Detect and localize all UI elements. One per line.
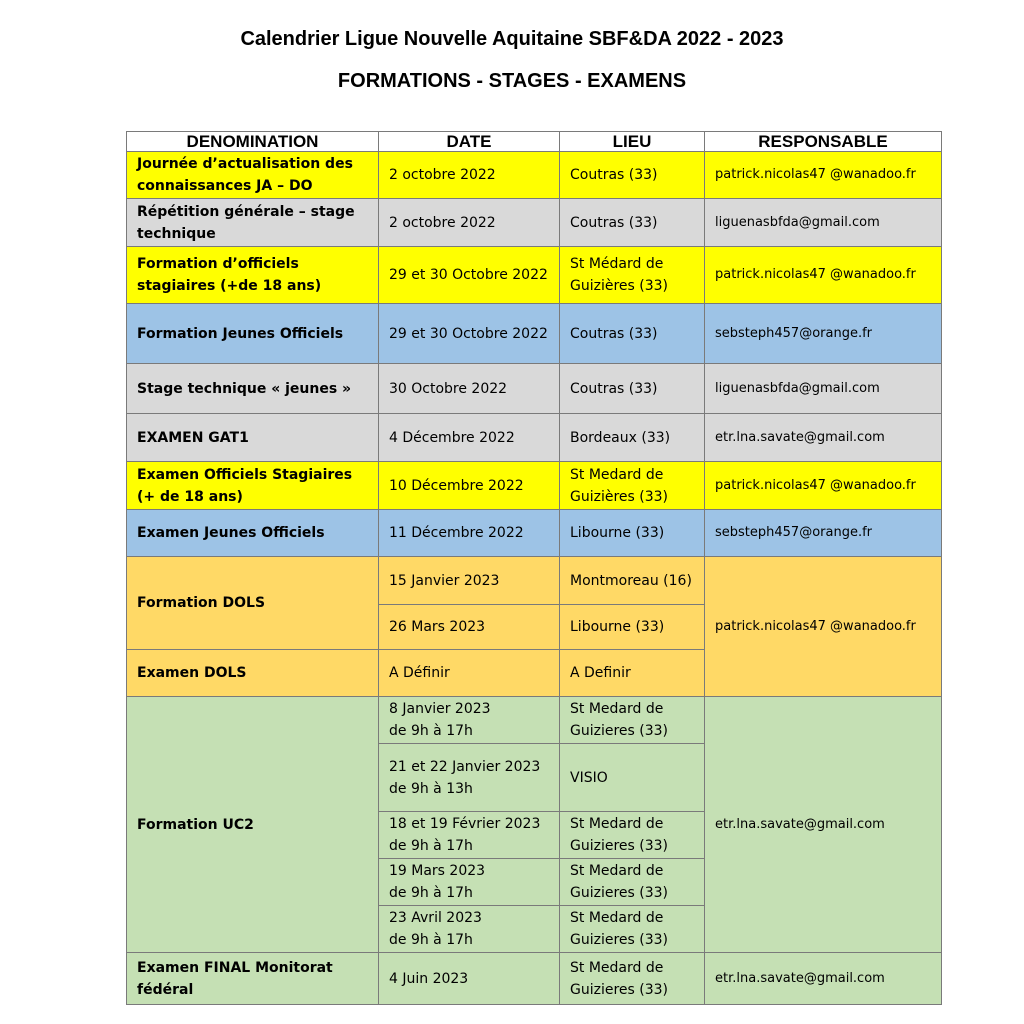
- cell-lieu: Coutras (33): [560, 199, 705, 247]
- cell-date: 4 Juin 2023: [379, 953, 560, 1005]
- cell-date: 15 Janvier 2023: [379, 557, 560, 605]
- cell-lieu: St Medard de Guizieres (33): [560, 812, 705, 859]
- table-row: [127, 304, 942, 364]
- cell-date: [379, 906, 560, 953]
- cell-date: [379, 812, 560, 859]
- cell-denomination: Examen Jeunes Officiels: [127, 510, 379, 557]
- session-date: 8 Janvier 2023: [389, 701, 491, 717]
- table-row: [127, 152, 942, 199]
- cell-responsable: sebsteph457@orange.fr: [705, 304, 942, 364]
- session-hours: de 9h à 17h: [389, 932, 473, 948]
- session-date: 18 et 19 Février 2023: [389, 816, 541, 832]
- session-date: 23 Avril 2023: [389, 910, 482, 926]
- table-row: [127, 247, 942, 304]
- cell-responsable: liguenasbfda@gmail.com: [705, 364, 942, 414]
- cell-responsable: patrick.nicolas47 @wanadoo.fr: [705, 152, 942, 199]
- cell-denomination: Formation UC2: [127, 697, 379, 953]
- session-hours: de 9h à 17h: [389, 885, 473, 901]
- cell-date: 30 Octobre 2022: [379, 364, 560, 414]
- column-header: RESPONSABLE: [705, 132, 942, 152]
- cell-lieu: St Medard de Guizières (33): [560, 462, 705, 510]
- cell-denomination: Examen DOLS: [127, 650, 379, 697]
- cell-lieu: Coutras (33): [560, 304, 705, 364]
- table-row: [127, 953, 942, 1005]
- cell-date: 2 octobre 2022: [379, 152, 560, 199]
- page-subtitle: FORMATIONS - STAGES - EXAMENS: [337, 70, 687, 92]
- cell-date: [379, 859, 560, 906]
- column-header: DATE: [379, 132, 560, 152]
- cell-responsable: etr.lna.savate@gmail.com: [705, 697, 942, 953]
- cell-responsable: patrick.nicolas47 @wanadoo.fr: [705, 247, 942, 304]
- cell-denomination: Formation d’officiels stagiaires (+de 18 ans): [127, 247, 379, 304]
- cell-responsable: liguenasbfda@gmail.com: [705, 199, 942, 247]
- cell-denomination: Répétition générale – stage technique: [127, 199, 379, 247]
- cell-lieu: Libourne (33): [560, 605, 705, 650]
- cell-date: 4 Décembre 2022: [379, 414, 560, 462]
- cell-denomination: Journée d’actualisation des connaissances JA – DO: [127, 152, 379, 199]
- cell-lieu: Coutras (33): [560, 152, 705, 199]
- cell-lieu: St Médard de Guizières (33): [560, 247, 705, 304]
- session-hours: de 9h à 13h: [389, 780, 473, 797]
- cell-denomination: Examen Officiels Stagiaires (+ de 18 ans): [127, 462, 379, 510]
- page-title: Calendrier Ligue Nouvelle Aquitaine SBF&DA 2022 - 2023: [240, 28, 784, 50]
- cell-responsable: etr.lna.savate@gmail.com: [705, 953, 942, 1005]
- session-hours: de 9h à 17h: [389, 838, 473, 854]
- cell-lieu: St Medard de Guizieres (33): [560, 953, 705, 1005]
- column-header: LIEU: [560, 132, 705, 152]
- cell-date: 29 et 30 Octobre 2022: [379, 247, 560, 304]
- cell-lieu: Coutras (33): [560, 364, 705, 414]
- cell-lieu: VISIO: [560, 744, 705, 812]
- cell-date: [379, 744, 560, 812]
- cell-lieu: Bordeaux (33): [560, 414, 705, 462]
- table-row: [127, 510, 942, 557]
- cell-lieu: St Medard de Guizieres (33): [560, 859, 705, 906]
- session-hours: de 9h à 17h: [389, 723, 473, 739]
- cell-date: 10 Décembre 2022: [379, 462, 560, 510]
- table-header-row: [127, 132, 942, 152]
- cell-lieu: St Medard de Guizieres (33): [560, 906, 705, 953]
- cell-lieu: St Medard de Guizieres (33): [560, 697, 705, 744]
- cell-denomination: Formation Jeunes Officiels: [127, 304, 379, 364]
- cell-date: 2 octobre 2022: [379, 199, 560, 247]
- cell-responsable: patrick.nicolas47 @wanadoo.fr: [705, 462, 942, 510]
- calendar-table: [126, 131, 942, 1005]
- cell-responsable: etr.lna.savate@gmail.com: [705, 414, 942, 462]
- cell-responsable: patrick.nicolas47 @wanadoo.fr: [705, 557, 942, 697]
- cell-denomination: EXAMEN GAT1: [127, 414, 379, 462]
- session-date: 19 Mars 2023: [389, 863, 486, 879]
- cell-responsable: sebsteph457@orange.fr: [705, 510, 942, 557]
- table-row: [127, 199, 942, 247]
- cell-denomination: Formation DOLS: [127, 557, 379, 650]
- cell-lieu: Montmoreau (16): [560, 557, 705, 605]
- cell-date: 11 Décembre 2022: [379, 510, 560, 557]
- cell-date: 26 Mars 2023: [379, 605, 560, 650]
- cell-date: 29 et 30 Octobre 2022: [379, 304, 560, 364]
- column-header: DENOMINATION: [127, 132, 379, 152]
- table-row: [127, 462, 942, 510]
- table-row: [127, 414, 942, 462]
- cell-lieu: A Definir: [560, 650, 705, 697]
- cell-lieu: Libourne (33): [560, 510, 705, 557]
- cell-denomination: Examen FINAL Monitorat fédéral: [127, 953, 379, 1005]
- table-row: [127, 364, 942, 414]
- table-row: [127, 697, 942, 744]
- table-row: [127, 557, 942, 605]
- cell-date: [379, 697, 560, 744]
- cell-date: A Définir: [379, 650, 560, 697]
- session-date: 21 et 22 Janvier 2023: [389, 758, 541, 775]
- cell-denomination: Stage technique « jeunes »: [127, 364, 379, 414]
